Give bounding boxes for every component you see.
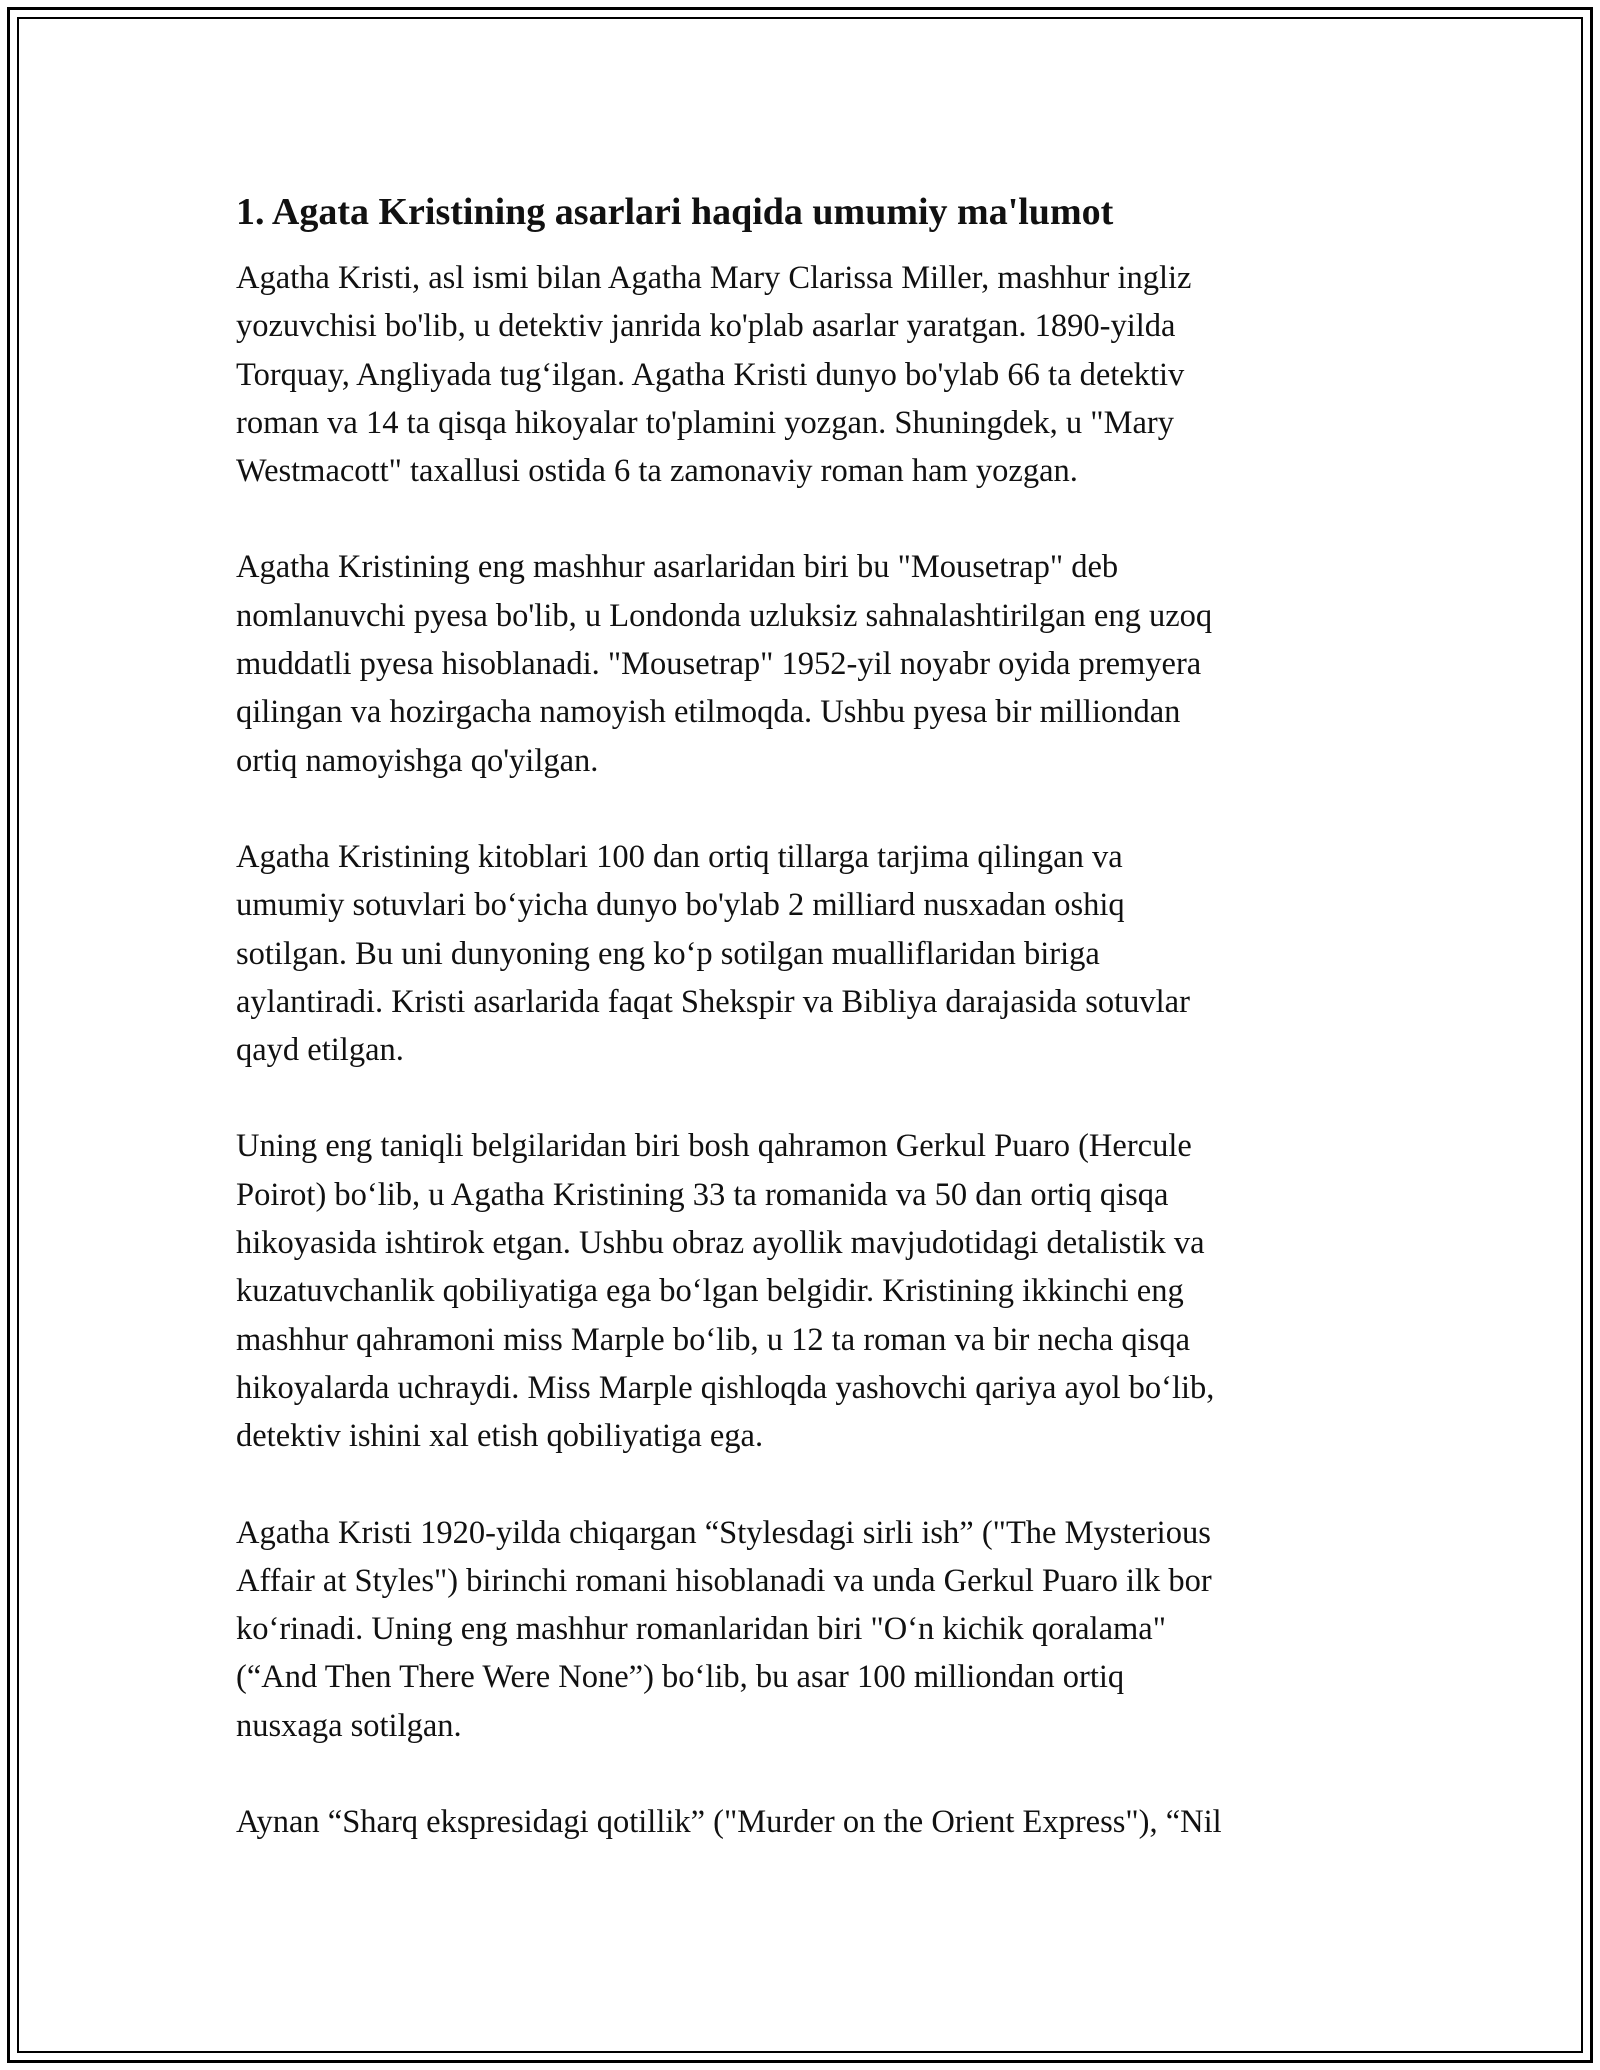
paragraph-line: qilingan va hozirgacha namoyish etilmoqda. Ushbu pyesa bir milliondan xyxy=(236,694,1181,731)
paragraph-line: Westmacott" taxallusi ostida 6 ta zamonaviy roman ham yozgan. xyxy=(236,453,1078,490)
paragraph-line: (“And Then There Were None”) bo‘lib, bu asar 100 milliondan ortiq xyxy=(236,1659,1125,1696)
paragraph-line: ko‘rinadi. Uning eng mashhur romanlaridan biri "O‘n kichik qoralama" xyxy=(236,1611,1166,1648)
paragraph-line: Agatha Kristining kitoblari 100 dan ortiq tillarga tarjima qilingan va xyxy=(236,838,1123,875)
paragraph-line: yozuvchisi bo'lib, u detektiv janrida ko'plab asarlar yaratgan. 1890-yilda xyxy=(236,308,1176,345)
paragraph-line: Affair at Styles") birinchi romani hisoblanadi va unda Gerkul Puaro ilk bor xyxy=(236,1562,1212,1599)
paragraph-line: kuzatuvchanlik qobiliyatiga ega bo‘lgan belgidir. Kristining ikkinchi eng xyxy=(236,1273,1184,1310)
paragraph xyxy=(236,254,1356,495)
paragraph xyxy=(236,1122,1356,1460)
paragraph-line: hikoyalarda uchraydi. Miss Marple qishloqda yashovchi qariya ayol bo‘lib, xyxy=(236,1369,1215,1406)
paragraph-line: Agatha Kristi 1920-yilda chiqargan “Stylesdagi sirli ish” ("The Mysterious xyxy=(236,1514,1211,1551)
paragraphs-container xyxy=(236,254,1356,1846)
paragraph-line: detektiv ishini xal etish qobiliyatiga ega. xyxy=(236,1418,764,1455)
paragraph xyxy=(236,1509,1356,1750)
paragraph-line: nomlanuvchi pyesa bo'lib, u Londonda uzluksiz sahnalashtirilgan eng uzoq xyxy=(236,597,1213,634)
paragraph-line: roman va 14 ta qisqa hikoyalar to'plamini yozgan. Shuningdek, u "Mary xyxy=(236,404,1174,441)
paragraph-line: Uning eng taniqli belgilaridan biri bosh qahramon Gerkul Puaro (Hercule xyxy=(236,1128,1192,1165)
paragraph-line: qayd etilgan. xyxy=(236,1032,404,1069)
paragraph xyxy=(236,543,1356,784)
paragraph-line: Torquay, Angliyada tug‘ilgan. Agatha Kristi dunyo bo'ylab 66 ta detektiv xyxy=(236,356,1185,393)
paragraph-line: Agatha Kristi, asl ismi bilan Agatha Mary Clarissa Miller, mashhur ingliz xyxy=(236,260,1192,296)
paragraph-line: umumiy sotuvlari bo‘yicha dunyo bo'ylab 2 milliard nusxadan oshiq xyxy=(236,887,1125,924)
paragraph-line: ortiq namoyishga qo'yilgan. xyxy=(236,742,599,779)
paragraph-line: hikoyasida ishtirok etgan. Ushbu obraz ayollik mavjudotidagi detalistik va xyxy=(236,1225,1205,1262)
paragraph-line: mashhur qahramoni miss Marple bo‘lib, u 12 ta roman va bir necha qisqa xyxy=(236,1321,1191,1358)
paragraph xyxy=(236,833,1356,1074)
section-heading: 1. Agata Kristining asarlari haqida umumiy ma'lumot xyxy=(236,191,1114,233)
paragraph-line: aylantiradi. Kristi asarlarida faqat Shekspir va Bibliya darajasida sotuvlar xyxy=(236,983,1190,1020)
document-body xyxy=(236,186,1356,1894)
paragraph-line: muddatli pyesa hisoblanadi. "Mousetrap" 1952-yil noyabr oyida premyera xyxy=(236,646,1202,683)
paragraph-line: Aynan “Sharq ekspresidagi qotillik” ("Murder on the Orient Express"), “Nil xyxy=(236,1804,1222,1841)
paragraph-line: sotilgan. Bu uni dunyoning eng ko‘p sotilgan mualliflaridan biriga xyxy=(236,935,1100,972)
paragraph-line: Poirot) bo‘lib, u Agatha Kristining 33 ta romanida va 50 dan ortiq qisqa xyxy=(236,1176,1169,1213)
paragraph xyxy=(236,1798,1356,1846)
paragraph-line: Agatha Kristining eng mashhur asarlaridan biri bu "Mousetrap" deb xyxy=(236,549,1119,586)
paragraph-line: nusxaga sotilgan. xyxy=(236,1707,462,1744)
